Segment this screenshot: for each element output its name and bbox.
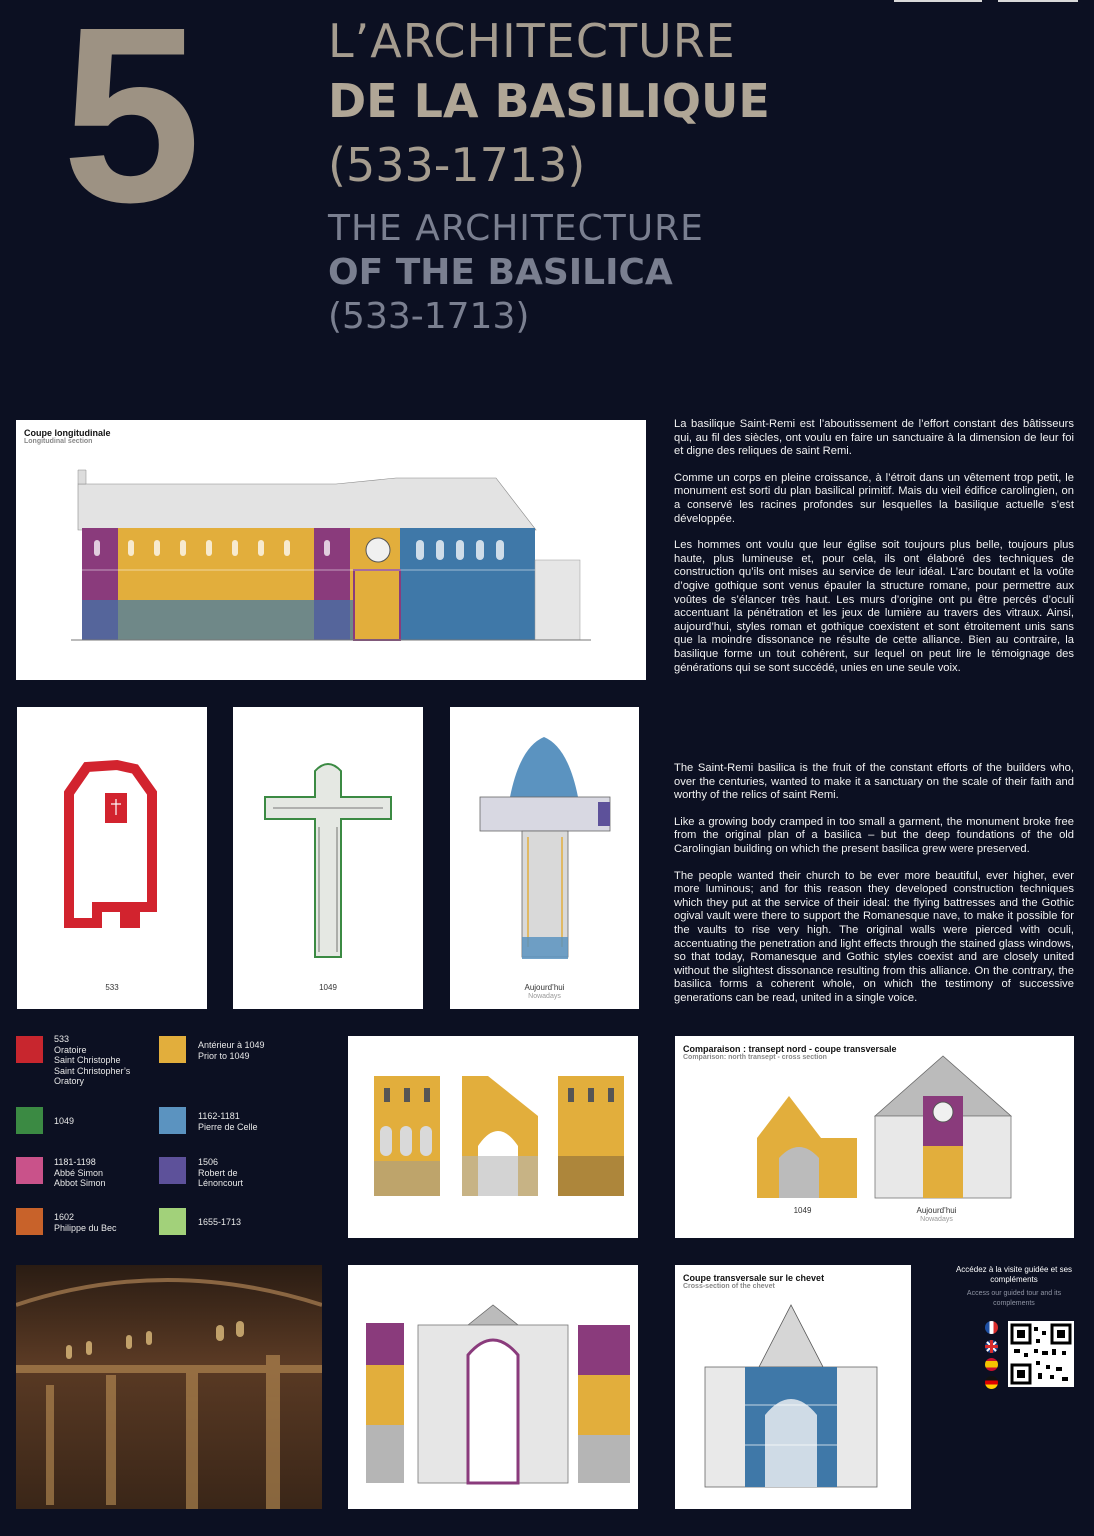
comparison-card [675,1036,1074,1238]
title-en-line2: OF THE BASILICA [328,252,673,293]
legend-swatch [159,1157,186,1184]
legend-swatch [16,1157,43,1184]
interior-photo [16,1265,322,1509]
comparison-caption-sub: Nowadays [920,1216,953,1223]
interior-photo-drawing [16,1265,322,1509]
legend-swatch [159,1208,186,1235]
plan-caption: 533 [105,983,119,992]
legend-label: 533 Oratoire Saint Christophe Saint Christopher’s Oratory [54,1034,131,1086]
cross-sections-card [348,1265,638,1509]
legend-label: 1655-1713 [198,1217,242,1227]
chevet-card [675,1265,911,1509]
legend-label: 1049 [54,1116,75,1126]
guided-tour-en: Access our guided tour and its complements [966,1290,1062,1307]
qr-code[interactable] [1008,1321,1074,1387]
french-flag-icon[interactable] [985,1321,998,1334]
card-title: Coupe longitudinale [24,428,111,438]
paragraph: The people wanted their church to be ever more beautiful, ever higher, ever more luminous; and for this reason they developed construction techniques which they put at the service of their ideal: the flying battresses and the Gothic ogival vault were there to support the Romanesque nave, to make it possible for the vaults to rise very high. The original walls were pierced with oculi, accentuating the penetration and light effects through the stained glass windows, so that today, Romanesque and Gothic styles coexist and are closely united without the slightest dissonance resulting from this alliance. On the contrary, the basilica forms a coherent whole, on which the testimony of successive generations can be read, united in a single voice. [674,869,1074,1004]
legend-swatch [16,1036,43,1063]
legend-swatch [159,1036,186,1063]
cross-sections-drawing [348,1265,638,1509]
section-number: 5 [62,0,198,254]
plan-533-drawing [17,707,207,1009]
elevations-card [348,1036,638,1238]
plan-caption: 1049 [319,983,337,992]
guided-tour-fr: Accédez à la visite guidée et ses compléments [955,1265,1073,1284]
legend-label: 1162-1181 Pierre de Celle [198,1111,258,1132]
paragraph: Like a growing body cramped in too small a garment, the monument broke free from the original plan of a basilica – but the deep foundations of the old Carolingian building on which the present basilica grew were preserved. [674,815,1074,855]
legend-swatch [159,1107,186,1134]
card-title: Comparaison : transept nord - coupe transversale [683,1044,897,1054]
title-en-dates: (533-1713) [328,296,530,337]
top-edge-mark [998,0,1078,2]
paragraph: Les hommes ont voulu que leur église soit toujours plus belle, toujours plus haute, plus lumineuse et, pour cela, ils ont élaboré des techniques de construction qu’ils ont mises au service de leur idéal. L’arc boutant et la voûte d’ogive gothique sont venus épauler la structure romane, pour permettre aux voûtes de s’élancer très haut. Les murs d’origine ont pu être percés d’oculi accentuant la pénétration et les jeux de lumière au travers des vitraux. Ainsi, aujourd’hui, styles roman et gothique coexistent et sont étroitement unis sans que la moindre dissonance ne résulte de cette alliance. Bien au contraire, la basilique forme un tout cohérent, sur lequel on peut lire le témoignage des générations qui se sont succédé, unies en une seule voix. [674,539,1074,674]
legend-label: 1181-1198 Abbé Simon Abbot Simon [54,1157,106,1188]
plan-card-533 [17,707,207,1009]
card-subtitle: Longitudinal section [24,438,93,445]
title-fr-dates: (533-1713) [328,138,586,192]
spanish-flag-icon[interactable] [985,1358,998,1371]
german-flag-icon[interactable] [985,1376,998,1389]
plan-card-nowadays [450,707,639,1009]
paragraph: Comme un corps en pleine croissance, à l’étroit dans un vêtement trop petit, le monument est sorti du plan basilical primitif. Mais du vieil édifice carolingien, on a conservé les racines profondes sur lesquelles la basilique actuelle s’est développée. [674,471,1074,525]
top-edge-mark [894,0,982,2]
plan-caption: Aujourd’hui [524,983,565,992]
card-subtitle: Cross-section of the chevet [683,1283,775,1290]
text-block-fr [674,418,1074,688]
plan-caption-sub: Nowadays [528,993,561,1000]
english-flag-icon[interactable] [985,1340,998,1353]
comparison-caption: 1049 [793,1206,812,1215]
plan-nowadays-drawing [450,707,639,1009]
card-title: Coupe transversale sur le chevet [683,1273,825,1283]
qr-code-icon [1008,1321,1074,1387]
paragraph: The Saint-Remi basilica is the fruit of the constant efforts of the builders who, over the centuries, wanted to make it a sanctuary on the scale of their faith and worthy of the relics of saint Remi. [674,762,1074,802]
paragraph: La basilique Saint-Remi est l’aboutissement de l’effort constant des bâtisseurs qui, au fil des siècles, ont voulu en faire un sanctuaire à la dimension de leur foi et digne des reliques de saint Remi. [674,418,1074,458]
title-fr-line1: L’ARCHITECTURE [328,14,736,68]
legend-label: 1506 Robert de Lénoncourt [198,1157,244,1188]
comparison-caption: Aujourd’hui [916,1206,957,1215]
legend-label: 1602 Philippe du Bec [54,1212,117,1233]
title-fr-line2: DE LA BASILIQUE [328,74,770,128]
legend-swatch [16,1107,43,1134]
longitudinal-section-drawing [16,420,646,680]
legend-swatch [16,1208,43,1235]
longitudinal-section-card [16,420,646,680]
plan-card-1049 [233,707,423,1009]
title-en-line1: THE ARCHITECTURE [328,208,704,249]
chevet-drawing [675,1265,911,1509]
legend-label: Antérieur à 1049 Prior to 1049 [198,1040,265,1061]
text-block-en [674,762,1074,1019]
elevations-drawing [348,1036,638,1238]
plan-1049-drawing [233,707,423,1009]
card-subtitle: Comparison: north transept - cross section [683,1054,827,1061]
